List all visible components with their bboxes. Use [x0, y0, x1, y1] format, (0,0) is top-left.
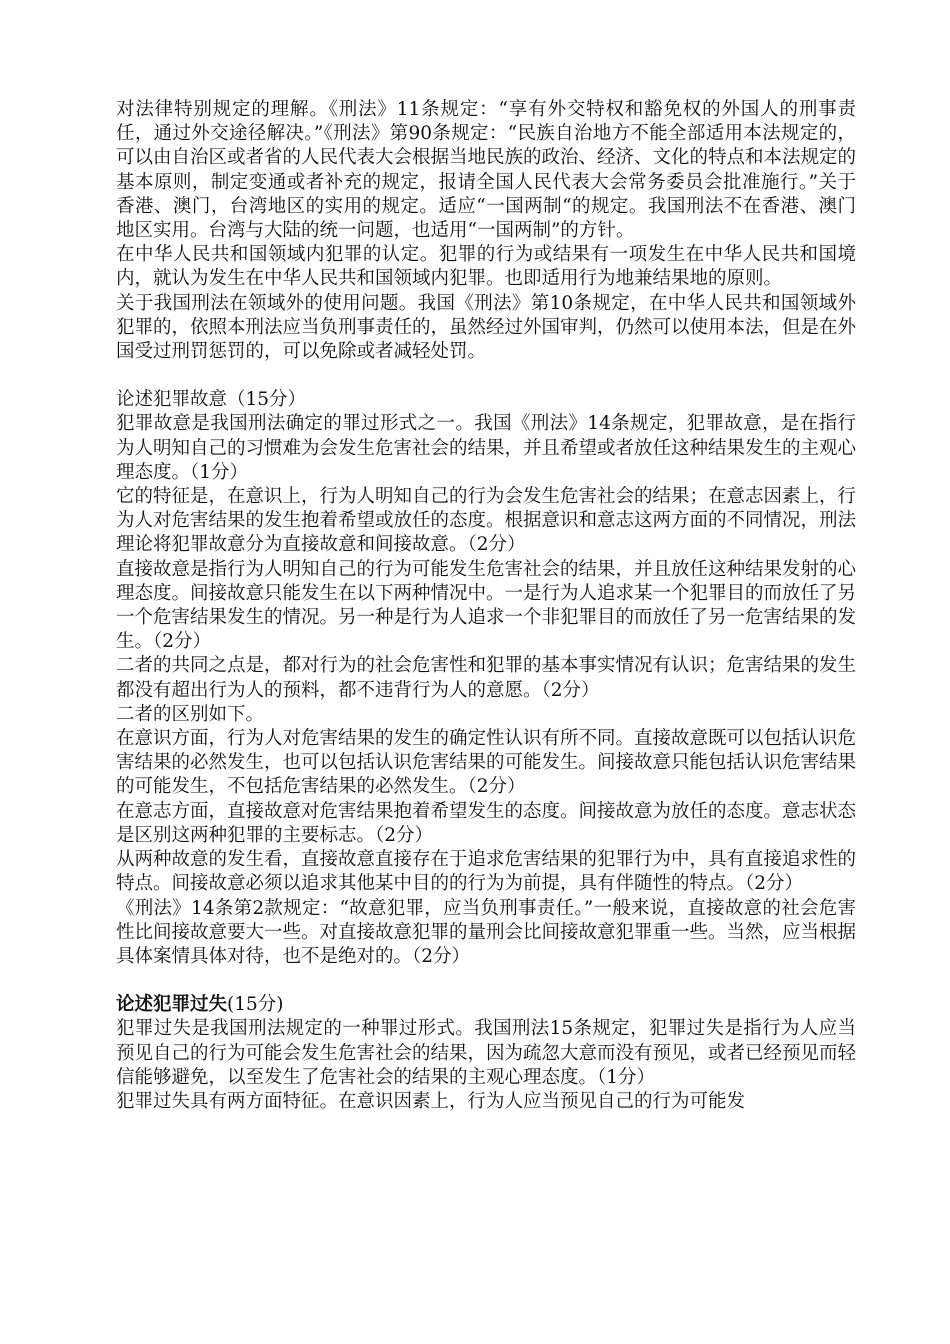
paragraph: 犯罪过失是我国刑法规定的一种罪过形式。我国刑法15条规定，犯罪过失是指行为人应当预见自己的行为可能会发生危害社会的结果，因为疏忽大意而没有预见，或者已经预见而轻信能够避免，以至发生了危害社会的结果的主观心理态度。（1分） [116, 1018, 857, 1088]
section-heading [116, 993, 856, 1017]
paragraph: 关于我国刑法在领域外的使用问题。我国《刑法》第10条规定，在中华人民共和国领域外犯罪的，依照本刑法应当负刑事责任的，虽然经过外国审判，仍然可以使用本法，但是在外国受过刑罚惩罚的，可以免除或者减轻处罚。 [116, 292, 857, 363]
section-criminal-negligence [116, 993, 856, 1114]
paragraph: 二者的共同之点是，都对行为的社会危害性和犯罪的基本事实情况有认识；危害结果的发生都没有超出行为人的预料，都不违背行为人的意愿。（2分） [116, 655, 857, 701]
paragraph: 对法律特别规定的理解。《刑法》11条规定：“享有外交特权和豁免权的外国人的刑事责任，通过外交途径解决。”《刑法》第90条规定：“民族自治地方不能全部适用本法规定的，可以由自治区或者省的人民代表大会根据当地民族的政治、经济、文化的特点和本法规定的基本原则，制定变通或者补充的规定，报请全国人民代表大会常务委员会批准施行。”关于香港、澳门，台湾地区的实用的规定。适应“一国两制“的规定。我国刑法不在香港、澳门地区实用。台湾与大陆的统一问题，也适用“一国两制”的方针。 [116, 99, 857, 242]
paragraph: 在意识方面，行为人对危害结果的发生的确定性认识有所不同。直接故意既可以包括认识危害结果的必然发生，也可以包括认识危害结果的可能发生。间接故意只能包括认识危害结果的可能发生，不包括危害结果的必然发生。（2分） [116, 728, 857, 798]
paragraph: 《刑法》14条第2款规定：“故意犯罪，应当负刑事责任。”一般来说，直接故意的社会危害性比间接故意要大一些。对直接故意犯罪的量刑会比间接故意犯罪重一些。当然，应当根据具体案情具体对待，也不是绝对的。（2分） [116, 897, 857, 967]
section-gap [116, 969, 856, 993]
paragraph: 犯罪故意是我国刑法确定的罪过形式之一。我国《刑法》14条规定，犯罪故意，是在指行为人明知自己的习惯难为会发生危害社会的结果，并且希望或者放任这种结果发生的主观心理态度。（1分） [116, 413, 857, 483]
paragraph: 直接故意是指行为人明知自己的行为可能发生危害社会的结果，并且放任这种结果发射的心理态度。间接故意只能发生在以下两种情况中。一是行为人追求某一个犯罪目的而放任了另一个危害结果发生的情况。另一种是行为人追求一个非犯罪目的而放任了另一危害结果的发生。（2分） [116, 558, 857, 653]
section-gap [116, 364, 856, 388]
section-heading-score: (15分) [227, 994, 284, 1016]
section-territorial-application [116, 98, 856, 364]
section-criminal-intent [116, 388, 856, 969]
paragraph: 犯罪过失具有两方面特征。在意识因素上，行为人应当预见自己的行为可能发 [116, 1090, 746, 1112]
paragraph: 从两种故意的发生看，直接故意直接存在于追求危害结果的犯罪行为中，具有直接追求性的特点。间接故意必须以追求其他某中目的的行为为前提，具有伴随性的特点。（2分） [116, 849, 857, 895]
paragraph: 它的特征是，在意识上，行为人明知自己的行为会发生危害社会的结果；在意志因素上，行为人对危害结果的发生抱着希望或放任的态度。根据意识和意志这两方面的不同情况，刑法理论将犯罪故意分为直接故意和间接故意。（2分） [116, 486, 857, 556]
paragraph: 二者的区别如下。 [116, 703, 265, 725]
paragraph: 在中华人民共和国领域内犯罪的认定。犯罪的行为或结果有一项发生在中华人民共和国境内，就认为发生在中华人民共和国领域内犯罪。也即适用行为地兼结果地的原则。 [116, 244, 856, 290]
section-heading-bold: 论述犯罪过失 [116, 994, 228, 1016]
document-page [116, 98, 856, 1114]
section-heading: 论述犯罪故意（15分） [116, 389, 307, 411]
paragraph: 在意志方面，直接故意对危害结果抱着希望发生的态度。间接故意为放任的态度。意志状态是区别这两种犯罪的主要标志。（2分） [116, 800, 857, 846]
